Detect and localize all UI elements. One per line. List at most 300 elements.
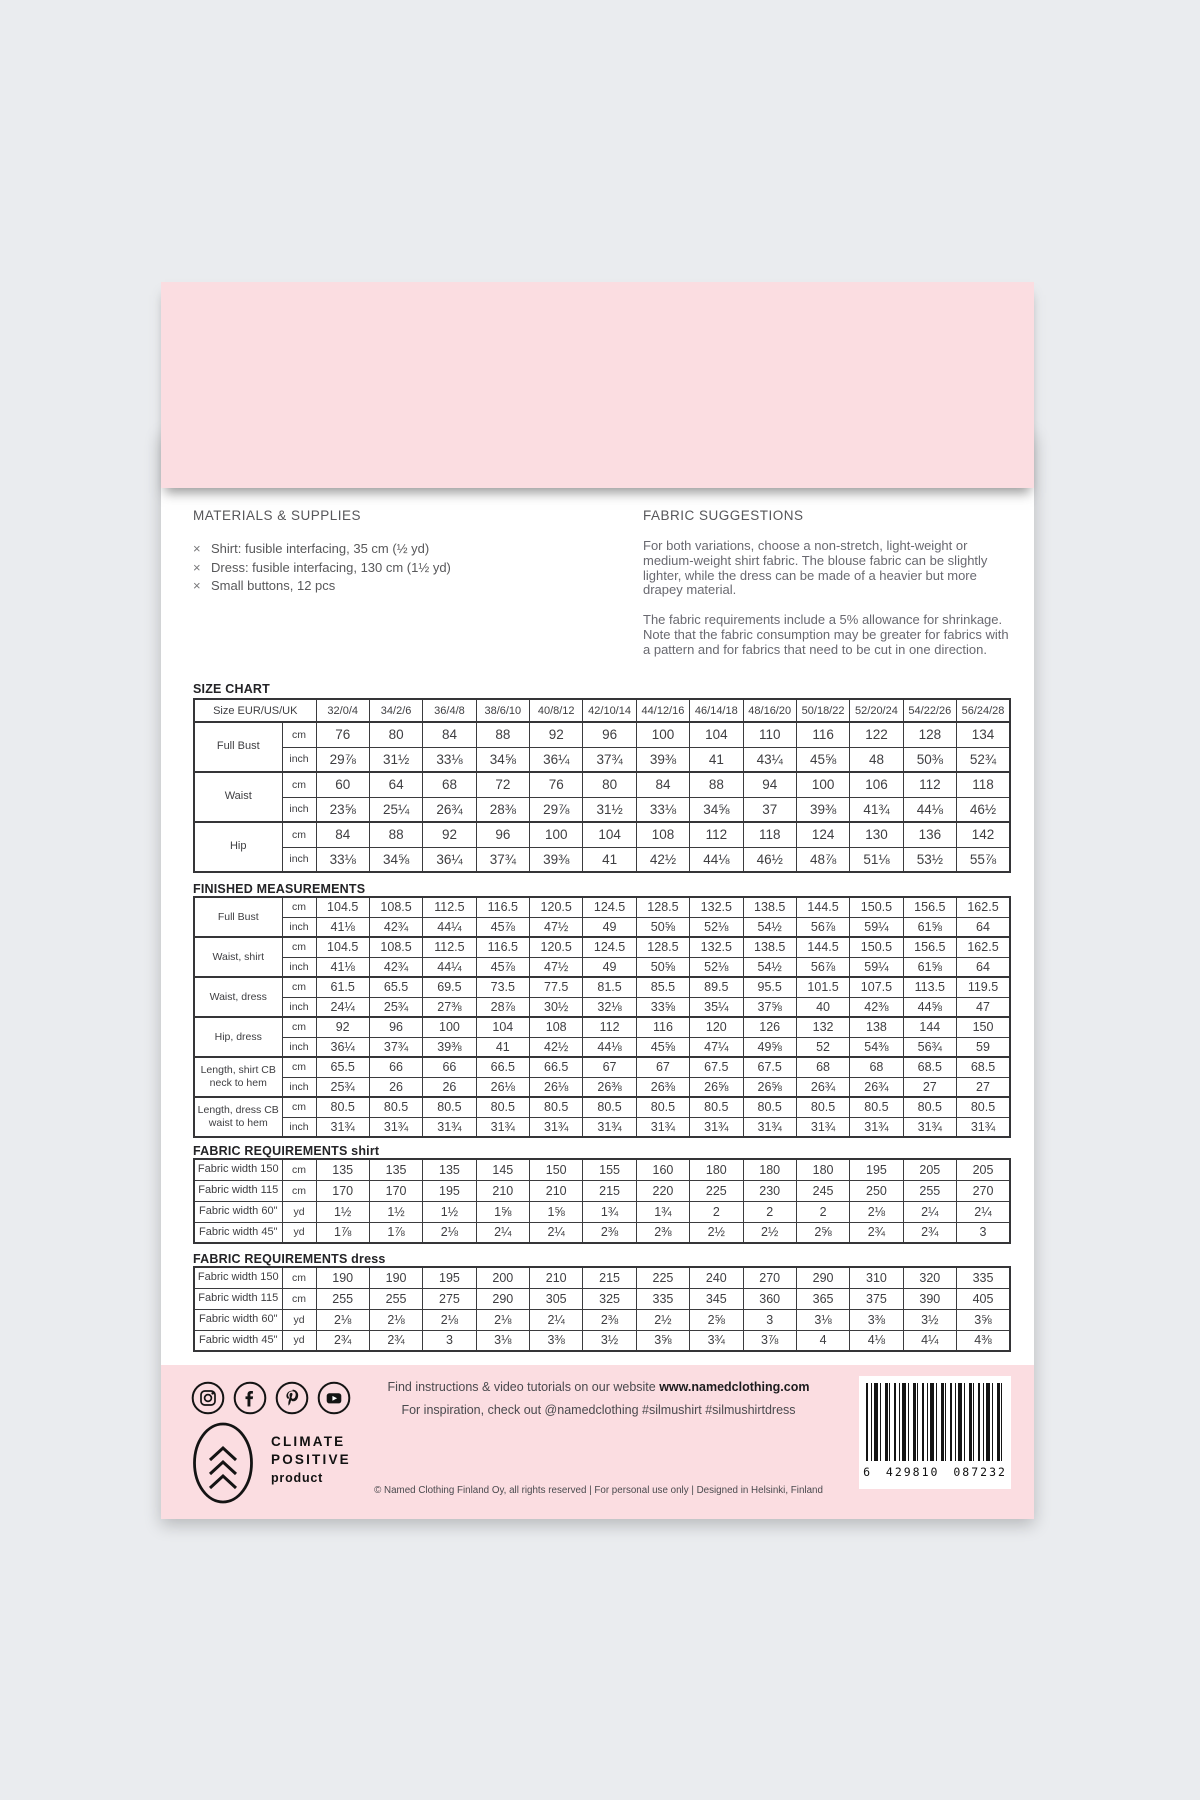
value-cell: 195	[423, 1180, 476, 1201]
value-cell: 128.5	[636, 897, 689, 917]
value-cell: 1¾	[583, 1201, 636, 1222]
value-cell: 44⅛	[583, 1037, 636, 1057]
value-cell: 67.5	[743, 1057, 796, 1077]
bullet-x-icon: ×	[193, 541, 201, 556]
value-cell: 41¾	[850, 797, 903, 822]
value-cell: 49	[583, 917, 636, 937]
measurement-row-label: Hip, dress	[194, 1017, 282, 1057]
value-cell: 112.5	[423, 937, 476, 957]
value-cell: 76	[530, 772, 583, 797]
value-cell: 375	[850, 1288, 903, 1309]
value-cell: 48⅞	[796, 847, 849, 872]
value-cell: 61.5	[316, 977, 369, 997]
value-cell: 29⅞	[530, 797, 583, 822]
value-cell: 80.5	[636, 1097, 689, 1117]
value-cell: 325	[583, 1288, 636, 1309]
value-cell: 24¼	[316, 997, 369, 1017]
value-cell: 68	[796, 1057, 849, 1077]
size-header-cell: 38/6/10	[476, 699, 529, 722]
unit-label: inch	[282, 1037, 316, 1057]
value-cell: 41	[690, 747, 743, 772]
value-cell: 104	[583, 822, 636, 847]
value-cell: 45⅞	[476, 957, 529, 977]
value-cell: 65.5	[316, 1057, 369, 1077]
value-cell: 1⅝	[476, 1201, 529, 1222]
value-cell: 108.5	[369, 897, 422, 917]
value-cell: 42½	[530, 1037, 583, 1057]
value-cell: 116	[636, 1017, 689, 1037]
value-cell: 26	[423, 1077, 476, 1097]
value-cell: 61⅝	[903, 957, 956, 977]
value-cell: 30½	[530, 997, 583, 1017]
value-cell: 3¾	[690, 1330, 743, 1351]
value-cell: 135	[316, 1159, 369, 1180]
unit-label: cm	[282, 1288, 316, 1309]
value-cell: 66	[423, 1057, 476, 1077]
materials-item	[193, 577, 451, 596]
value-cell: 33⅝	[636, 997, 689, 1017]
value-cell: 55⅞	[957, 847, 1010, 872]
size-header-cell: 40/8/12	[530, 699, 583, 722]
value-cell: 80.5	[743, 1097, 796, 1117]
value-cell: 305	[530, 1288, 583, 1309]
unit-label: inch	[282, 747, 316, 772]
value-cell: 116.5	[476, 937, 529, 957]
value-cell: 66.5	[530, 1057, 583, 1077]
value-cell: 67.5	[690, 1057, 743, 1077]
value-cell: 33⅛	[423, 747, 476, 772]
value-cell: 100	[530, 822, 583, 847]
size-header-cell: 52/20/24	[850, 699, 903, 722]
value-cell: 37	[743, 797, 796, 822]
value-cell: 46½	[743, 847, 796, 872]
value-cell: 2⅛	[369, 1309, 422, 1330]
bullet-x-icon: ×	[193, 578, 201, 593]
value-cell: 42⅜	[850, 997, 903, 1017]
value-cell: 65.5	[369, 977, 422, 997]
value-cell: 3½	[903, 1309, 956, 1330]
value-cell: 31½	[583, 797, 636, 822]
unit-label: cm	[282, 1057, 316, 1077]
value-cell: 42½	[636, 847, 689, 872]
copyright-line: © Named Clothing Finland Oy, all rights reserved | For personal use only | Designed in Helsinki, Finland	[374, 1485, 823, 1496]
value-cell: 42¾	[369, 957, 422, 977]
value-cell: 1⅞	[316, 1222, 369, 1243]
value-cell: 132	[796, 1017, 849, 1037]
value-cell: 52⅛	[690, 957, 743, 977]
value-cell: 76	[316, 722, 369, 747]
value-cell: 4⅜	[957, 1330, 1011, 1351]
value-cell: 27⅜	[423, 997, 476, 1017]
value-cell: 68	[423, 772, 476, 797]
size-header-cell: 42/10/14	[583, 699, 636, 722]
value-cell: 3⅛	[476, 1330, 529, 1351]
value-cell: 220	[636, 1180, 689, 1201]
value-cell: 112	[903, 772, 956, 797]
value-cell: 28⅜	[476, 797, 529, 822]
value-cell: 390	[903, 1288, 956, 1309]
value-cell: 275	[423, 1288, 476, 1309]
value-cell: 80.5	[850, 1097, 903, 1117]
value-cell: 31¾	[957, 1117, 1011, 1137]
value-cell: 250	[850, 1180, 903, 1201]
value-cell: 68	[850, 1057, 903, 1077]
value-cell: 52¾	[957, 747, 1010, 772]
size-header-cell: 56/24/28	[957, 699, 1010, 722]
value-cell: 31¾	[530, 1117, 583, 1137]
fabric-suggestions-paragraph-2: The fabric requirements include a 5% allowance for shrinkage. Note that the fabric consumption may be greater for fabrics with a pattern and for fabrics that need to be cut in one direction.	[643, 612, 1009, 657]
value-cell: 100	[796, 772, 849, 797]
value-cell: 2⅛	[423, 1222, 476, 1243]
fabric-width-row-label: Fabric width 150	[194, 1159, 282, 1180]
unit-label: inch	[282, 847, 316, 872]
value-cell: 56¾	[903, 1037, 956, 1057]
measurement-row-label: Waist, shirt	[194, 937, 282, 977]
value-cell: 215	[583, 1267, 636, 1288]
value-cell: 2⅝	[690, 1309, 743, 1330]
value-cell: 3⅝	[957, 1309, 1011, 1330]
value-cell: 52	[796, 1037, 849, 1057]
value-cell: 69.5	[423, 977, 476, 997]
footer-website-url: www.namedclothing.com	[659, 1380, 810, 1394]
value-cell: 144	[903, 1017, 956, 1037]
value-cell: 80	[369, 722, 422, 747]
value-cell: 3	[743, 1309, 796, 1330]
value-cell: 150	[530, 1159, 583, 1180]
materials-heading: MATERIALS & SUPPLIES	[193, 508, 362, 523]
value-cell: 150.5	[850, 897, 903, 917]
value-cell: 290	[476, 1288, 529, 1309]
value-cell: 80.5	[476, 1097, 529, 1117]
value-cell: 3⅜	[850, 1309, 903, 1330]
value-cell: 31¾	[903, 1117, 956, 1137]
value-cell: 130	[850, 822, 903, 847]
size-header-cell: 46/14/18	[690, 699, 743, 722]
fabric-width-row-label: Fabric width 60"	[194, 1309, 282, 1330]
value-cell: 1⅝	[530, 1201, 583, 1222]
value-cell: 42¾	[369, 917, 422, 937]
footer-text	[311, 1380, 886, 1417]
unit-label: cm	[282, 897, 316, 917]
value-cell: 320	[903, 1267, 956, 1288]
value-cell: 77.5	[530, 977, 583, 997]
value-cell: 56⅞	[796, 917, 849, 937]
unit-label: cm	[282, 977, 316, 997]
climate-badge-icon	[191, 1421, 255, 1505]
value-cell: 101.5	[796, 977, 849, 997]
unit-label: cm	[282, 937, 316, 957]
value-cell: 2	[743, 1201, 796, 1222]
materials-list	[193, 540, 451, 596]
value-cell: 60	[316, 772, 369, 797]
value-cell: 108	[636, 822, 689, 847]
value-cell: 89.5	[690, 977, 743, 997]
value-cell: 36¼	[530, 747, 583, 772]
materials-item-text: Small buttons, 12 pcs	[211, 578, 336, 593]
value-cell: 80.5	[423, 1097, 476, 1117]
value-cell: 31¾	[636, 1117, 689, 1137]
value-cell: 156.5	[903, 897, 956, 917]
value-cell: 31¾	[743, 1117, 796, 1137]
value-cell: 3	[423, 1330, 476, 1351]
value-cell: 310	[850, 1267, 903, 1288]
value-cell: 2½	[636, 1309, 689, 1330]
value-cell: 31¾	[316, 1117, 369, 1137]
footer-website-line	[311, 1380, 886, 1394]
value-cell: 195	[423, 1267, 476, 1288]
fabric-requirements-shirt-table	[193, 1158, 1011, 1244]
value-cell: 1½	[316, 1201, 369, 1222]
value-cell: 135	[423, 1159, 476, 1180]
climate-line-2: POSITIVE	[271, 1452, 351, 1467]
value-cell: 100	[636, 722, 689, 747]
value-cell: 1⅞	[369, 1222, 422, 1243]
value-cell: 84	[423, 722, 476, 747]
value-cell: 80	[583, 772, 636, 797]
value-cell: 37⅝	[743, 997, 796, 1017]
value-cell: 26⅛	[476, 1077, 529, 1097]
value-cell: 26¾	[423, 797, 476, 822]
materials-item	[193, 540, 451, 559]
value-cell: 45⅝	[796, 747, 849, 772]
unit-label: cm	[282, 1017, 316, 1037]
value-cell: 2¼	[530, 1222, 583, 1243]
value-cell: 3⅞	[743, 1330, 796, 1351]
value-cell: 26⅜	[583, 1077, 636, 1097]
unit-label: cm	[282, 1097, 316, 1117]
value-cell: 210	[530, 1180, 583, 1201]
value-cell: 118	[957, 772, 1010, 797]
value-cell: 92	[530, 722, 583, 747]
value-cell: 2⅜	[636, 1222, 689, 1243]
value-cell: 33⅛	[316, 847, 369, 872]
footer-inspiration-line: For inspiration, check out @namedclothing #silmushirt #silmushirtdress	[401, 1403, 796, 1417]
value-cell: 104	[476, 1017, 529, 1037]
value-cell: 104.5	[316, 937, 369, 957]
unit-label: yd	[282, 1201, 316, 1222]
value-cell: 61⅝	[903, 917, 956, 937]
value-cell: 104	[690, 722, 743, 747]
value-cell: 64	[957, 917, 1011, 937]
size-chart-table	[193, 698, 1011, 873]
unit-label: inch	[282, 917, 316, 937]
value-cell: 95.5	[743, 977, 796, 997]
barcode-bars	[866, 1383, 1004, 1461]
unit-label: cm	[282, 1267, 316, 1288]
value-cell: 110	[743, 722, 796, 747]
value-cell: 88	[690, 772, 743, 797]
value-cell: 37¾	[583, 747, 636, 772]
bullet-x-icon: ×	[193, 559, 201, 575]
value-cell: 2⅛	[850, 1201, 903, 1222]
value-cell: 31¾	[423, 1117, 476, 1137]
value-cell: 170	[316, 1180, 369, 1201]
value-cell: 59	[957, 1037, 1011, 1057]
value-cell: 245	[796, 1180, 849, 1201]
value-cell: 51⅛	[850, 847, 903, 872]
value-cell: 119.5	[957, 977, 1011, 997]
materials-item	[193, 559, 451, 578]
value-cell: 31¾	[690, 1117, 743, 1137]
value-cell: 31½	[369, 747, 422, 772]
value-cell: 230	[743, 1180, 796, 1201]
value-cell: 52⅛	[690, 917, 743, 937]
finished-measurements-table	[193, 896, 1011, 1138]
fabric-width-row-label: Fabric width 115	[194, 1288, 282, 1309]
footer-band	[161, 1365, 1034, 1519]
value-cell: 120.5	[530, 937, 583, 957]
value-cell: 2¼	[957, 1201, 1011, 1222]
value-cell: 80.5	[369, 1097, 422, 1117]
materials-item-text: Shirt: fusible interfacing, 35 cm (½ yd)	[211, 541, 430, 556]
value-cell: 50⅝	[636, 917, 689, 937]
fabric-requirements-dress-heading: FABRIC REQUIREMENTS dress	[193, 1252, 386, 1266]
value-cell: 144.5	[796, 897, 849, 917]
fabric-width-row-label: Fabric width 115	[194, 1180, 282, 1201]
value-cell: 47½	[530, 957, 583, 977]
value-cell: 108.5	[369, 937, 422, 957]
value-cell: 32⅛	[583, 997, 636, 1017]
value-cell: 46½	[957, 797, 1010, 822]
measurement-row-label: Waist	[194, 772, 282, 822]
size-header-cell: 36/4/8	[423, 699, 476, 722]
value-cell: 1¾	[636, 1201, 689, 1222]
value-cell: 2⅝	[796, 1222, 849, 1243]
value-cell: 54½	[743, 917, 796, 937]
value-cell: 54½	[743, 957, 796, 977]
unit-label: cm	[282, 1180, 316, 1201]
value-cell: 405	[957, 1288, 1011, 1309]
value-cell: 122	[850, 722, 903, 747]
value-cell: 2⅜	[583, 1222, 636, 1243]
value-cell: 3½	[583, 1330, 636, 1351]
value-cell: 49	[583, 957, 636, 977]
value-cell: 120	[690, 1017, 743, 1037]
value-cell: 45⅞	[476, 917, 529, 937]
value-cell: 195	[850, 1159, 903, 1180]
value-cell: 200	[476, 1267, 529, 1288]
value-cell: 31¾	[583, 1117, 636, 1137]
value-cell: 180	[796, 1159, 849, 1180]
value-cell: 59¼	[850, 957, 903, 977]
value-cell: 270	[957, 1180, 1011, 1201]
value-cell: 96	[369, 1017, 422, 1037]
fabric-width-row-label: Fabric width 45"	[194, 1330, 282, 1351]
value-cell: 85.5	[636, 977, 689, 997]
value-cell: 2½	[743, 1222, 796, 1243]
measurement-row-label: Full Bust	[194, 897, 282, 937]
value-cell: 43¼	[743, 747, 796, 772]
value-cell: 25¾	[369, 997, 422, 1017]
value-cell: 190	[369, 1267, 422, 1288]
value-cell: 84	[316, 822, 369, 847]
value-cell: 26	[369, 1077, 422, 1097]
value-cell: 3⅝	[636, 1330, 689, 1351]
value-cell: 100	[423, 1017, 476, 1037]
value-cell: 2	[796, 1201, 849, 1222]
barcode-digits: 6 429810 087232	[863, 1465, 1007, 1479]
value-cell: 2⅛	[316, 1309, 369, 1330]
value-cell: 37¾	[476, 847, 529, 872]
size-header-cell: 44/12/16	[636, 699, 689, 722]
value-cell: 68.5	[957, 1057, 1011, 1077]
value-cell: 225	[690, 1180, 743, 1201]
value-cell: 116	[796, 722, 849, 747]
value-cell: 44⅛	[903, 797, 956, 822]
value-cell: 112	[690, 822, 743, 847]
fabric-width-row-label: Fabric width 45"	[194, 1222, 282, 1243]
value-cell: 49⅝	[743, 1037, 796, 1057]
value-cell: 36¼	[316, 1037, 369, 1057]
value-cell: 2¾	[316, 1330, 369, 1351]
value-cell: 124.5	[583, 937, 636, 957]
value-cell: 59¼	[850, 917, 903, 937]
value-cell: 156.5	[903, 937, 956, 957]
instruction-sheet	[161, 430, 1034, 1519]
value-cell: 132.5	[690, 937, 743, 957]
value-cell: 84	[636, 772, 689, 797]
value-cell: 44⅛	[690, 847, 743, 872]
value-cell: 3⅜	[530, 1330, 583, 1351]
value-cell: 255	[316, 1288, 369, 1309]
value-cell: 2¼	[530, 1309, 583, 1330]
value-cell: 4⅛	[850, 1330, 903, 1351]
value-cell: 126	[743, 1017, 796, 1037]
value-cell: 1½	[423, 1201, 476, 1222]
unit-label: inch	[282, 797, 316, 822]
value-cell: 34⅝	[690, 797, 743, 822]
value-cell: 365	[796, 1288, 849, 1309]
value-cell: 138.5	[743, 937, 796, 957]
value-cell: 67	[636, 1057, 689, 1077]
value-cell: 2⅛	[423, 1309, 476, 1330]
value-cell: 255	[369, 1288, 422, 1309]
value-cell: 150.5	[850, 937, 903, 957]
value-cell: 290	[796, 1267, 849, 1288]
size-header-cell: 32/0/4	[316, 699, 369, 722]
unit-label: yd	[282, 1309, 316, 1330]
value-cell: 41	[583, 847, 636, 872]
value-cell: 64	[957, 957, 1011, 977]
value-cell: 107.5	[850, 977, 903, 997]
fabric-requirements-shirt-heading: FABRIC REQUIREMENTS shirt	[193, 1144, 380, 1158]
value-cell: 108	[530, 1017, 583, 1037]
value-cell: 205	[957, 1159, 1011, 1180]
value-cell: 66	[369, 1057, 422, 1077]
fabric-width-row-label: Fabric width 60"	[194, 1201, 282, 1222]
value-cell: 54⅜	[850, 1037, 903, 1057]
value-cell: 80.5	[530, 1097, 583, 1117]
value-cell: 26¾	[850, 1077, 903, 1097]
measurement-row-label: Hip	[194, 822, 282, 872]
value-cell: 39⅜	[423, 1037, 476, 1057]
value-cell: 118	[743, 822, 796, 847]
value-cell: 215	[583, 1180, 636, 1201]
climate-line-3: product	[271, 1471, 324, 1485]
value-cell: 88	[369, 822, 422, 847]
value-cell: 104.5	[316, 897, 369, 917]
barcode	[859, 1376, 1011, 1489]
value-cell: 26⅝	[690, 1077, 743, 1097]
value-cell: 47	[957, 997, 1011, 1017]
value-cell: 2⅛	[476, 1309, 529, 1330]
value-cell: 2¾	[850, 1222, 903, 1243]
value-cell: 27	[903, 1077, 956, 1097]
measurement-row-label: Full Bust	[194, 722, 282, 772]
value-cell: 67	[583, 1057, 636, 1077]
value-cell: 92	[423, 822, 476, 847]
measurement-row-label: Waist, dress	[194, 977, 282, 1017]
